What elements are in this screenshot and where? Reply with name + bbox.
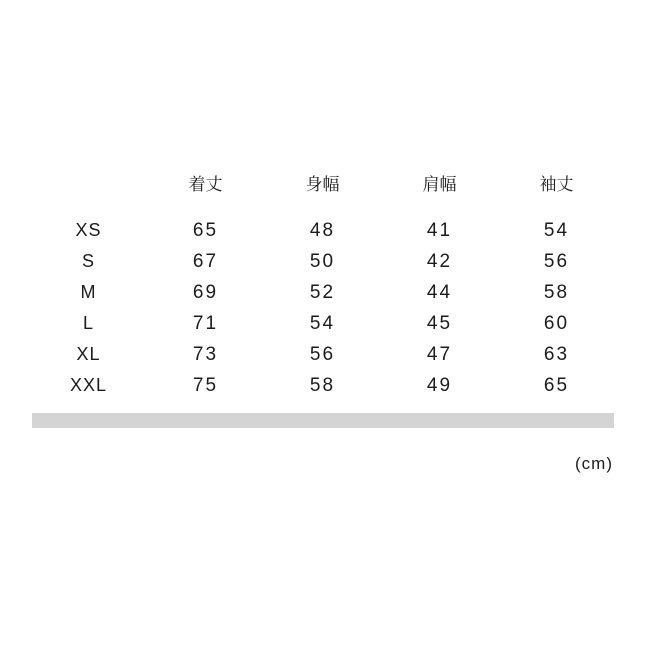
- value-body-length: 75: [192, 375, 219, 396]
- size-label: XXL: [69, 375, 108, 395]
- value-sleeve-length: 63: [543, 344, 570, 365]
- value-body-width: 48: [309, 220, 336, 241]
- value-shoulder-width: 49: [426, 375, 453, 396]
- value-shoulder-width: 41: [426, 220, 453, 241]
- value-body-width: 52: [309, 282, 336, 303]
- value-sleeve-length: 56: [543, 251, 570, 272]
- column-header-sleeve-length: 袖丈: [539, 175, 574, 194]
- size-chart-table: [30, 0, 615, 401]
- table-row-xxl: [30, 370, 615, 401]
- value-body-length: 65: [192, 220, 219, 241]
- value-shoulder-width: 45: [426, 313, 453, 334]
- value-body-width: 58: [309, 375, 336, 396]
- size-label: XS: [75, 220, 102, 240]
- value-sleeve-length: 65: [543, 375, 570, 396]
- table-row-m: [30, 277, 615, 308]
- column-header-shoulder-width: 肩幅: [422, 175, 457, 194]
- value-sleeve-length: 54: [543, 220, 570, 241]
- table-header-row: [30, 170, 615, 200]
- unit-label: (cm): [575, 454, 613, 473]
- value-body-length: 69: [192, 282, 219, 303]
- table-row-xl: [30, 339, 615, 370]
- column-header-body-width: 身幅: [305, 175, 340, 194]
- size-label: XL: [76, 344, 101, 364]
- value-body-length: 71: [192, 313, 219, 334]
- table-row-s: [30, 246, 615, 277]
- value-body-length: 67: [192, 251, 219, 272]
- size-label: L: [82, 313, 94, 333]
- value-shoulder-width: 47: [426, 344, 453, 365]
- column-header-body-length: 着丈: [188, 175, 223, 194]
- value-shoulder-width: 44: [426, 282, 453, 303]
- table-row-xs: [30, 215, 615, 246]
- value-body-width: 56: [309, 344, 336, 365]
- value-body-width: 54: [309, 313, 336, 334]
- size-label: S: [81, 251, 95, 271]
- value-body-width: 50: [309, 251, 336, 272]
- value-sleeve-length: 60: [543, 313, 570, 334]
- header-spacer: [30, 170, 147, 200]
- table-row-l: [30, 308, 615, 339]
- value-shoulder-width: 42: [426, 251, 453, 272]
- divider-bar: [32, 413, 614, 428]
- size-label: M: [80, 282, 97, 302]
- value-body-length: 73: [192, 344, 219, 365]
- value-sleeve-length: 58: [543, 282, 570, 303]
